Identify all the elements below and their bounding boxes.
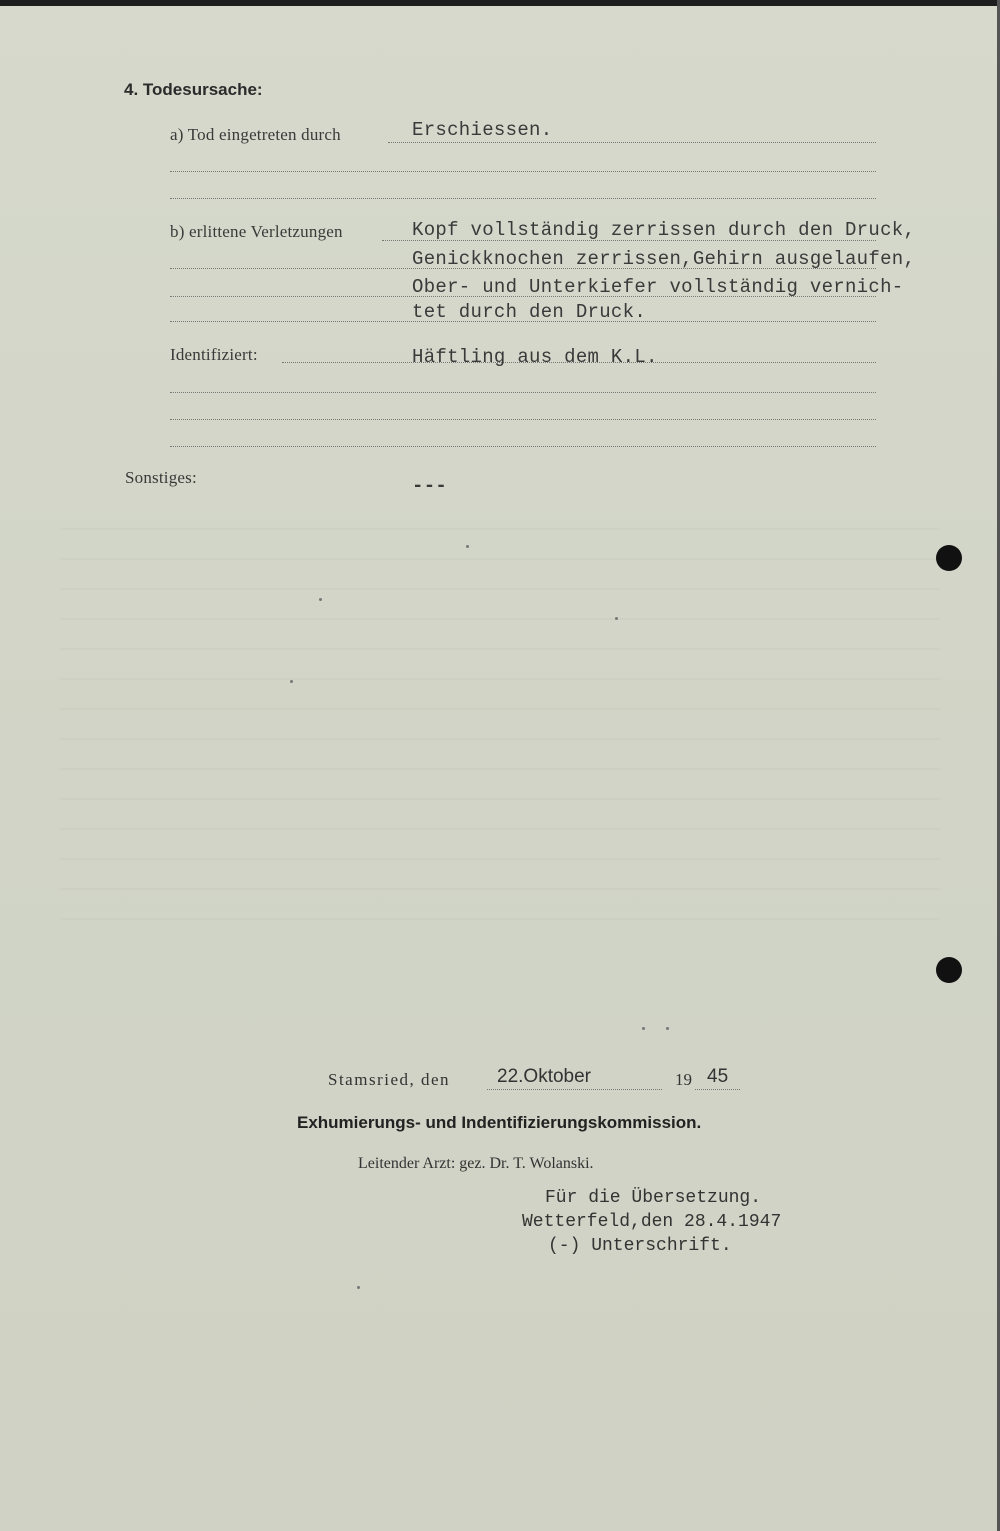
punch-hole [936, 545, 962, 571]
translation-line-1: Für die Übersetzung. [545, 1188, 762, 1208]
dust-speck [615, 617, 618, 620]
cause-of-death-label: a) Tod eingetreten durch [170, 125, 341, 144]
identified-value: Häftling aus dem K.L. [412, 346, 658, 368]
dotted-line [487, 1089, 662, 1090]
dotted-line [695, 1089, 740, 1090]
translation-line-3: (-) Unterschrift. [548, 1236, 732, 1256]
show-through-bleed [60, 500, 940, 920]
dust-speck [666, 1027, 669, 1030]
translation-line-2: Wetterfeld,den 28.4.1947 [522, 1212, 782, 1232]
commission-name: Exhumierungs- und Indentifizierungskommission. [297, 1113, 702, 1132]
dotted-line [388, 142, 876, 143]
dust-speck [357, 1286, 360, 1289]
identified-label: Identifiziert: [170, 345, 258, 364]
year-prefix: 19 [675, 1070, 692, 1089]
punch-hole [936, 957, 962, 983]
date-value: 22.Oktober [497, 1066, 591, 1087]
other-label: Sonstiges: [125, 468, 197, 487]
physician-line: Leitender Arzt: gez. Dr. T. Wolanski. [358, 1155, 594, 1172]
dust-speck [642, 1027, 645, 1030]
dust-speck [466, 545, 469, 548]
dotted-line [170, 419, 876, 420]
section-heading: 4. Todesursache: [124, 80, 263, 99]
dotted-line [170, 198, 876, 199]
injuries-line-3: Ober- und Unterkiefer vollständig vernich- [412, 276, 904, 298]
other-value: --- [412, 475, 448, 497]
place-prefix: Stamsried, den [328, 1070, 451, 1089]
dotted-line [170, 392, 876, 393]
injuries-line-2: Genickknochen zerrissen,Gehirn ausgelaufen, [412, 248, 916, 270]
injuries-label: b) erlittene Verletzungen [170, 222, 343, 241]
dotted-line [170, 446, 876, 447]
scan-top-edge [0, 0, 1000, 6]
cause-of-death-value: Erschiessen. [412, 119, 553, 141]
year-suffix: 45 [707, 1066, 729, 1087]
dust-speck [290, 680, 293, 683]
dotted-line [170, 171, 876, 172]
dust-speck [319, 598, 322, 601]
injuries-line-4: tet durch den Druck. [412, 301, 647, 323]
injuries-line-1: Kopf vollständig zerrissen durch den Druck, [412, 219, 916, 241]
